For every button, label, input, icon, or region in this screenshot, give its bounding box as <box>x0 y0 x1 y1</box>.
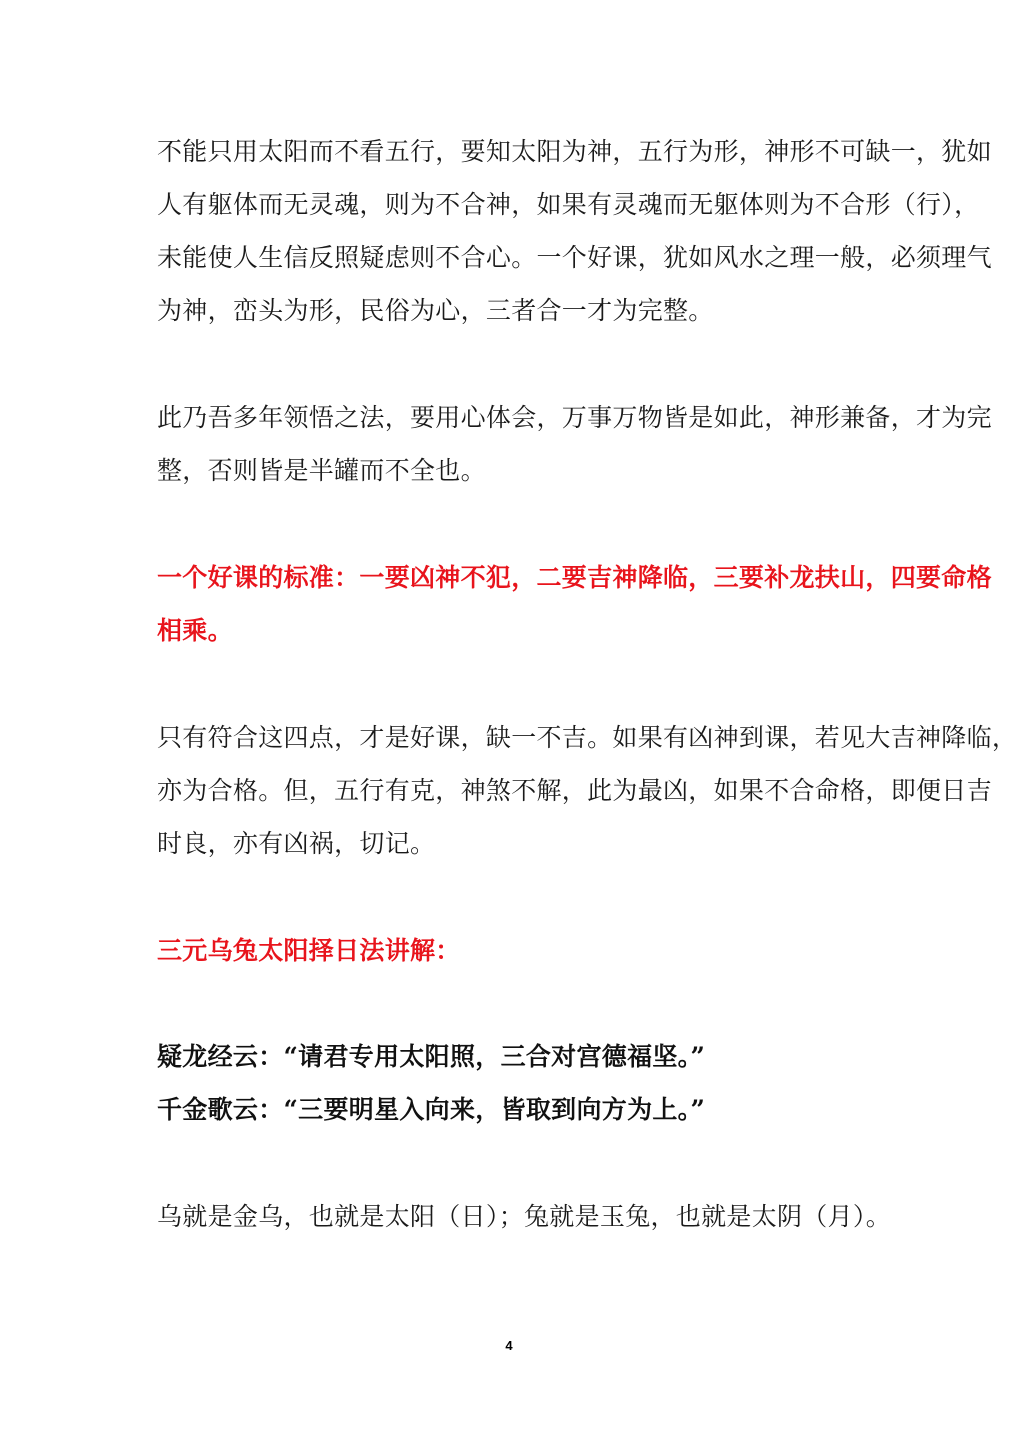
paragraph-1-line-4: 为神，峦头为形，民俗为心，三者合一才为完整。 <box>157 296 714 325</box>
section-heading-sanyuan: 三元乌兔太阳择日法讲解： <box>157 936 461 965</box>
paragraph-2-line-2: 整，否则皆是半罐而不全也。 <box>157 456 486 485</box>
paragraph-4-line-1: 只有符合这四点，才是好课，缺一不吉。如果有凶神到课，若见大吉神降临， <box>157 723 1018 752</box>
paragraph-2-line-1: 此乃吾多年领悟之法，要用心体会，万事万物皆是如此，神形兼备，才为完 <box>157 403 992 432</box>
paragraph-1-line-3: 未能使人生信反照疑虑则不合心。一个好课，犹如风水之理一般，必须理气 <box>157 243 992 272</box>
page-number: 4 <box>505 1338 513 1353</box>
quote-qianjinge: 千金歌云：“三要明星入向来，皆取到向方为上。” <box>157 1095 706 1124</box>
paragraph-4-line-2: 亦为合格。但，五行有克，神煞不解，此为最凶，如果不合命格，即便日吉 <box>157 776 992 805</box>
paragraph-4-line-3: 时良，亦有凶祸，切记。 <box>157 829 436 858</box>
paragraph-1-line-2: 人有躯体而无灵魂，则为不合神，如果有灵魂而无躯体则为不合形（行）， <box>157 190 980 219</box>
quote-yilongjing: 疑龙经云：“请君专用太阳照，三合对宫德福坚。” <box>157 1042 706 1071</box>
paragraph-7-line-1: 乌就是金乌，也就是太阳（日）；兔就是玉兔，也就是太阴（月）。 <box>157 1202 892 1231</box>
good-schedule-standard-heading-line-2: 相乘。 <box>157 616 233 645</box>
paragraph-1-line-1: 不能只用太阳而不看五行，要知太阳为神，五行为形，神形不可缺一，犹如 <box>157 137 992 166</box>
good-schedule-standard-heading-line-1: 一个好课的标准：一要凶神不犯，二要吉神降临，三要补龙扶山，四要命格 <box>157 563 992 592</box>
